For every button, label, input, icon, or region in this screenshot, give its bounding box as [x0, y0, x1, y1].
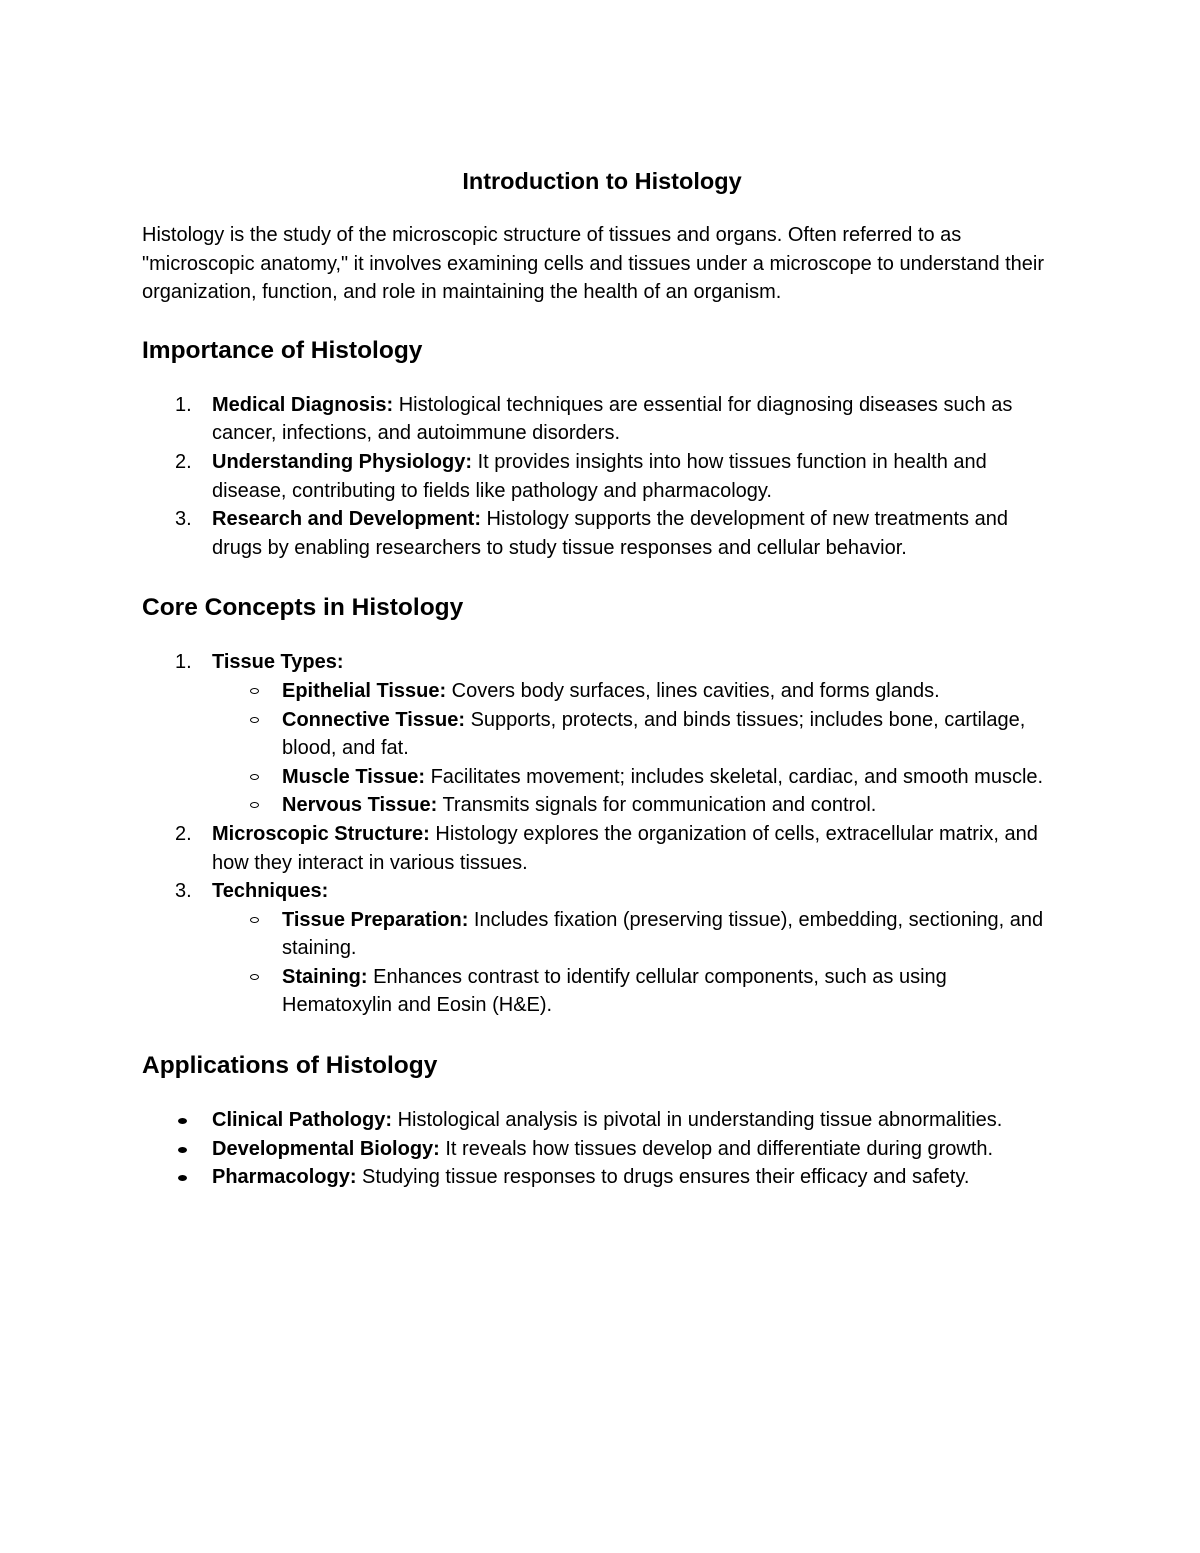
item-text: Histology supports the development of new treatments and drugs by enabling researchers to study tissue responses and cellular behavior. — [212, 508, 1008, 559]
sublist-item — [142, 906, 1062, 963]
item-text: It reveals how tissues develop and differentiate during growth. — [439, 1137, 994, 1160]
item-text: Transmits signals for communication and control. — [437, 794, 877, 817]
item-text: Includes fixation (preserving tissue), embedding, sectioning, and staining. — [282, 908, 1044, 960]
list-item — [142, 877, 1062, 1020]
item-label: Staining: — [282, 965, 368, 988]
sublist-item — [142, 963, 1062, 1020]
sublist-item — [142, 677, 1062, 706]
core-concepts-heading: Core Concepts in Histology — [142, 594, 464, 622]
item-text: Histological analysis is pivotal in understanding tissue abnormalities. — [392, 1109, 1003, 1132]
item-label: Connective Tissue: — [282, 708, 466, 731]
hollow-bullet-icon — [250, 917, 259, 923]
item-text: Histology explores the organization of cells, extracellular matrix, and how they interact in various tissues. — [212, 822, 1038, 874]
list-number: 1. — [175, 651, 192, 674]
hollow-bullet-icon — [250, 802, 259, 808]
importance-list — [142, 391, 1062, 563]
intro-paragraph: Histology is the study of the microscopic structure of tissues and organs. Often referred to as "microscopic anatomy," it involves examining cells and tissues under a microscope to understand their organization, function, and role in maintaining the health of an organism. — [142, 224, 1045, 304]
list-item — [142, 648, 1062, 820]
item-label: Tissue Preparation: — [282, 908, 469, 931]
bullet-icon — [178, 1147, 187, 1153]
item-label: Microscopic Structure: — [212, 822, 430, 845]
list-number: 3. — [175, 880, 192, 903]
applications-list — [142, 1106, 1062, 1192]
hollow-bullet-icon — [250, 774, 259, 780]
list-item — [142, 448, 1062, 505]
list-number: 1. — [175, 393, 192, 416]
list-number: 3. — [175, 508, 192, 531]
list-item — [142, 820, 1062, 877]
item-label: Techniques: — [212, 880, 329, 903]
item-label: Clinical Pathology: — [212, 1109, 393, 1132]
item-label: Tissue Types: — [212, 651, 344, 674]
document-title: Introduction to Histology — [462, 168, 742, 194]
hollow-bullet-icon — [250, 688, 259, 694]
importance-heading: Importance of Histology — [142, 336, 423, 364]
core-concepts-list — [142, 648, 1062, 1020]
list-item — [142, 1135, 1062, 1164]
list-item — [142, 1163, 1062, 1192]
item-label: Muscle Tissue: — [282, 765, 426, 788]
list-number: 2. — [175, 450, 192, 473]
item-label: Developmental Biology: — [212, 1137, 440, 1160]
tissue-types-sublist — [212, 677, 1062, 820]
list-number: 2. — [175, 822, 192, 845]
applications-heading: Applications of Histology — [142, 1052, 438, 1080]
item-text: Studying tissue responses to drugs ensures their efficacy and safety. — [356, 1166, 970, 1189]
item-text: Histological techniques are essential for diagnosing diseases such as cancer, infections, and autoimmune disorders. — [212, 393, 1013, 445]
item-text: Supports, protects, and binds tissues; includes bone, cartilage, blood, and fat. — [282, 708, 1026, 760]
list-item — [142, 391, 1062, 448]
item-text: Enhances contrast to identify cellular components, such as using Hematoxylin and Eosin (H&E). — [282, 965, 947, 1017]
list-item — [142, 1106, 1062, 1135]
techniques-sublist — [212, 906, 1062, 1020]
item-text: Facilitates movement; includes skeletal, cardiac, and smooth muscle. — [425, 765, 1044, 788]
sublist-item — [142, 791, 1062, 820]
sublist-item — [142, 763, 1062, 792]
document-page — [142, 165, 1062, 1192]
item-label: Pharmacology: — [212, 1166, 357, 1189]
item-label: Medical Diagnosis: — [212, 393, 394, 416]
item-text: Covers body surfaces, lines cavities, and forms glands. — [446, 679, 940, 702]
item-text: It provides insights into how tissues function in health and disease, contributing to fields like pathology and pharmacology. — [212, 450, 987, 502]
bullet-icon — [178, 1175, 187, 1181]
hollow-bullet-icon — [250, 717, 259, 723]
item-label: Research and Development: — [212, 508, 481, 531]
item-label: Understanding Physiology: — [212, 450, 473, 473]
item-label: Epithelial Tissue: — [282, 679, 447, 702]
bullet-icon — [178, 1118, 187, 1124]
hollow-bullet-icon — [250, 974, 259, 980]
item-label: Nervous Tissue: — [282, 794, 438, 817]
sublist-item — [142, 706, 1062, 763]
list-item — [142, 505, 1062, 562]
